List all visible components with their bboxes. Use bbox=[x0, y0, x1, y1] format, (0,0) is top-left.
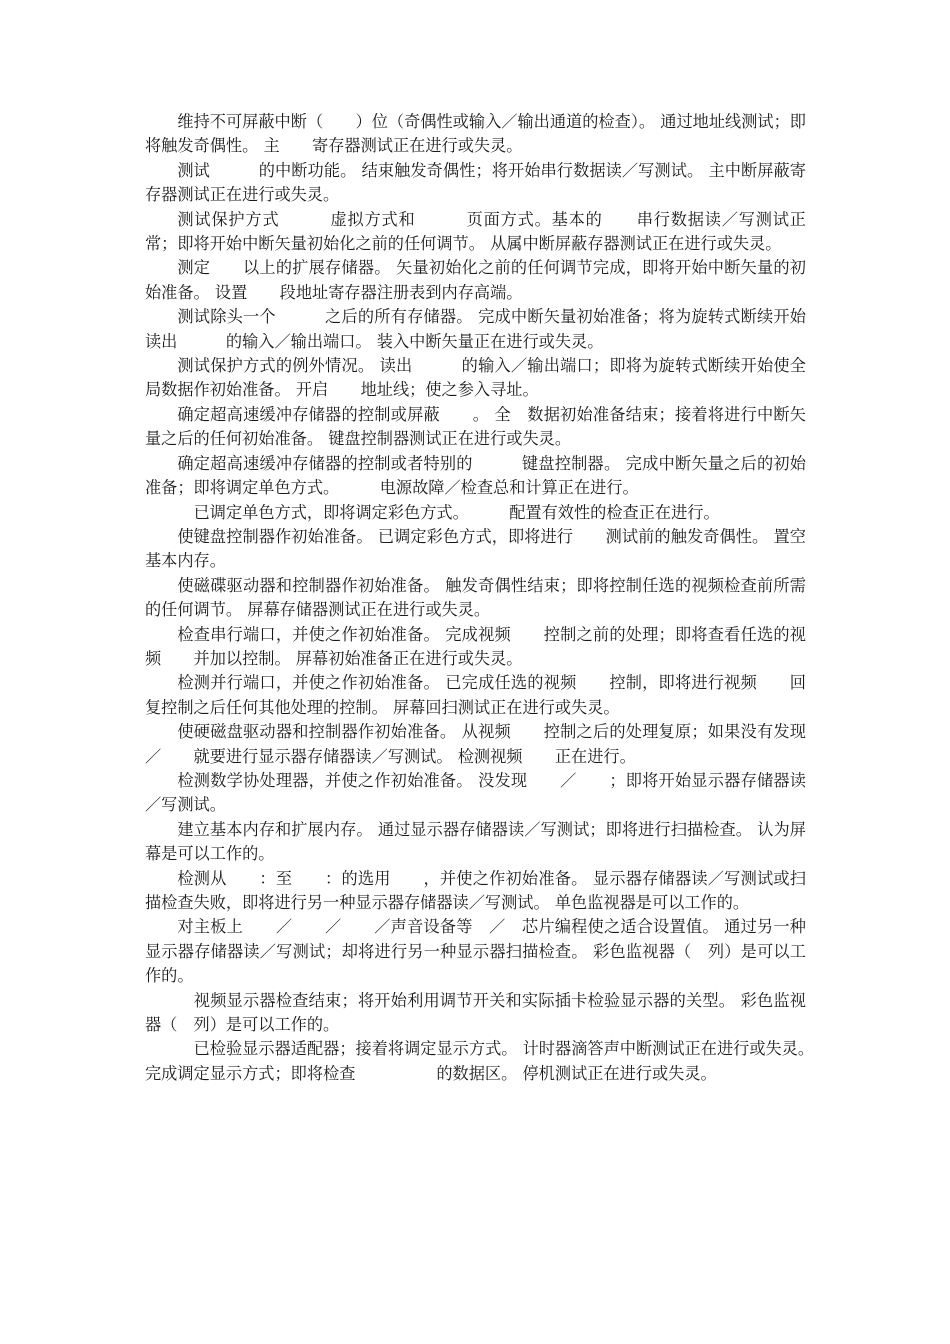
paragraph-16: 建立基本内存和扩展内存。 通过显示器存储器读／写测试；即将进行扫描检查。 认为屏幕是可以工作的。 bbox=[145, 819, 806, 864]
paragraph-14: 使硬磁盘驱动器和控制器作初始准备。 从视频 控制之后的处理复原；如果没有发现 ／ 就要进行显示器存储器读／写测试。 检测视频 正在进行。 bbox=[145, 722, 839, 766]
paragraph-8: 确定超高速缓冲存储器的控制或者特别的 键盘控制器。 完成中断矢量之后的初始准备；即将调定单色方式。 电源故障／检查总和计算正在进行。 bbox=[145, 453, 806, 498]
paragraph-7: 确定超高速缓冲存储器的控制或屏蔽 。 全 数据初始准备结束；接着将进行中断矢量之后的任何初始准备。 键盘控制器测试正在进行或失灵。 bbox=[145, 404, 806, 449]
paragraph-9: 已调定单色方式，即将调定彩色方式。 配置有效性的检查正在进行。 bbox=[177, 502, 720, 522]
paragraph-3: 测试保护方式 虚拟方式和 页面方式。基本的 串行数据读／写测试正常；即将开始中断矢量初始化之前的任何调节。 从属中断屏蔽存器测试正在进行或失灵。 bbox=[145, 209, 806, 254]
paragraph-10: 使键盘控制器作初始准备。 已调定彩色方式，即将进行 测试前的触发奇偶性。 置空 基本内存。 bbox=[145, 526, 839, 571]
paragraph-12: 检查串行端口，并使之作初始准备。 完成视频 控制之前的处理；即将查看任选的视频 并加以控制。 屏幕初始准备正在进行或失灵。 bbox=[145, 624, 806, 668]
paragraph-4: 测定 以上的扩展存储器。 矢量初始化之前的任何调节完成，即将开始中断矢量的初始准备。 设置 段地址寄存器注册表到内存高端。 bbox=[145, 258, 806, 302]
paragraph-15: 检测数学协处理器，并使之作初始准备。 没发现 ／ ；即将开始显示器存储器读／写测试。 bbox=[145, 770, 806, 815]
paragraph-17: 检测从 ：至 ：的选用 ，并使之作初始准备。 显示器存储器读／写测试或扫描检查失败，即将进行另一种显示器存储器读／写测试。 单色监视器是可以工作的。 bbox=[145, 868, 806, 912]
paragraph-20: 已检验显示器适配器；接着将调定显示方式。 计时器滴答声中断测试正在进行或失灵。 完成调定显示方式；即将检查 的数据区。 停机测试正在进行或失灵。 bbox=[145, 1039, 855, 1083]
paragraph-19: 视频显示器检查结束；将开始利用调节开关和实际插卡检验显示器的关型。 彩色监视器（ 列）是可以工作的。 bbox=[145, 990, 806, 1035]
paragraph-11: 使磁碟驱动器和控制器作初始准备。 触发奇偶性结束；即将控制任选的视频检查前所需的任何调节。 屏幕存储器测试正在进行或失灵。 bbox=[145, 575, 806, 620]
paragraph-2: 测试 的中断功能。 结束触发奇偶性；将开始串行数据读／写测试。 主中断屏蔽寄存器测试正在进行或失灵。 bbox=[145, 160, 806, 205]
paragraph-18: 对主板上 ／ ／ ／声音设备等 ／ 芯片编程使之适合设置值。 通过另一种显示器存储器读／写测试；却将进行另一种显示器扫描检查。 彩色监视器（ 列）是可以工作的。 bbox=[145, 917, 806, 986]
paragraph-13: 检测并行端口，并使之作初始准备。 已完成任选的视频 控制，即将进行视频 回复控制之后任何其他处理的控制。 屏幕回扫测试正在进行或失灵。 bbox=[145, 673, 806, 717]
paragraph-6: 测试保护方式的例外情况。 读出 的输入／输出端口；即将为旋转式断续开始使全局数据作初始准备。 开启 地址线；使之参入寻址。 bbox=[145, 356, 806, 400]
paragraph-5: 测试除头一个 之后的所有存储器。 完成中断矢量初始准备；将为旋转式断续开始读出 的输入／输出端口。 装入中断矢量正在进行或失灵。 bbox=[145, 307, 806, 351]
paragraph-1: 维持不可屏蔽中断（ ）位（奇偶性或输入／输出通道的检查）。 通过地址线测试；即将触发奇偶性。 主 寄存器测试正在进行或失灵。 bbox=[145, 112, 806, 156]
